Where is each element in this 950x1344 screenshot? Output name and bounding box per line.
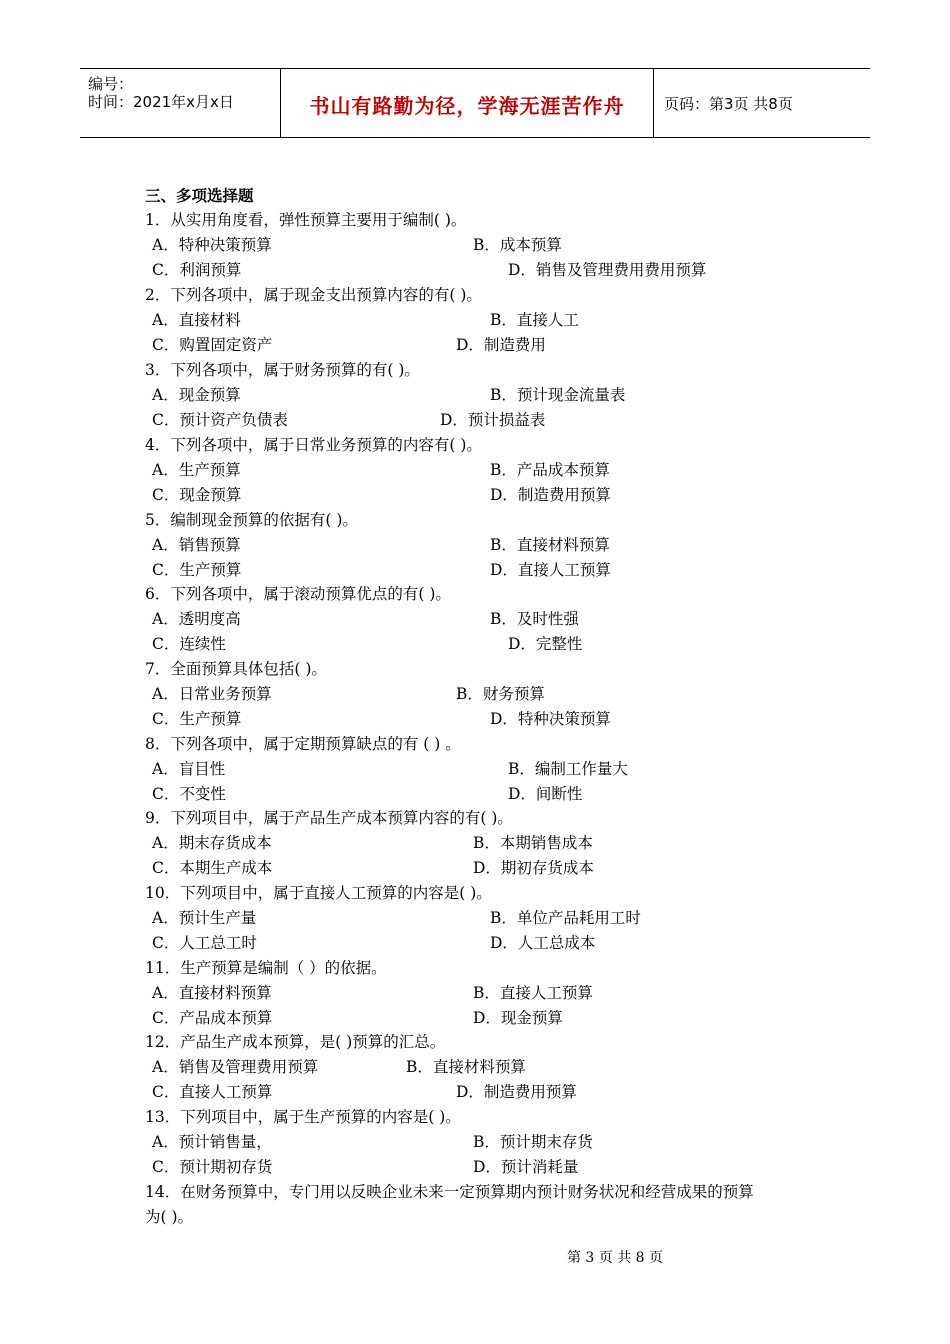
option-text: C．预计期初存货 — [152, 1158, 273, 1176]
option-text: A．预计生产量 — [152, 909, 257, 927]
option-text: D．预计消耗量 — [473, 1158, 579, 1176]
option-text: C．现金预算 — [152, 486, 242, 504]
option-text: C．生产预算 — [152, 561, 242, 579]
option-text: C．人工总工时 — [152, 934, 257, 952]
option-text: A．现金预算 — [152, 386, 241, 404]
page-indicator: 页码：第3页 共8页 — [664, 95, 793, 113]
question-text: 5．编制现金预算的依据有( )。 — [145, 511, 358, 529]
option-text: D．制造费用预算 — [490, 486, 611, 504]
option-text: B．直接材料预算 — [406, 1058, 526, 1076]
option-text: B．预计期末存货 — [473, 1133, 593, 1151]
section-title: 三、多项选择题 — [145, 186, 254, 205]
option-text: A．销售及管理费用预算 — [152, 1058, 319, 1076]
option-text: A．透明度高 — [152, 610, 241, 628]
option-text: D．预计损益表 — [440, 411, 546, 429]
option-text: B．产品成本预算 — [490, 461, 610, 479]
header-slogan: 书山有路勤为径，学海无涯苦作舟 — [309, 94, 625, 118]
option-text: C．直接人工预算 — [152, 1083, 273, 1101]
option-text: A．日常业务预算 — [152, 685, 272, 703]
option-text: B．成本预算 — [473, 236, 562, 254]
option-text: D．期初存货成本 — [473, 859, 594, 877]
option-text: B．本期销售成本 — [473, 834, 593, 852]
option-text: A．特种决策预算 — [152, 236, 272, 254]
question-text: 13．下列项目中，属于生产预算的内容是( )。 — [145, 1108, 461, 1126]
option-text: C．本期生产成本 — [152, 859, 273, 877]
question-text: 10．下列项目中，属于直接人工预算的内容是( )。 — [145, 884, 492, 902]
option-text: C．连续性 — [152, 635, 226, 653]
option-text: C．购置固定资产 — [152, 336, 273, 354]
question-text: 1．从实用角度看，弹性预算主要用于编制( )。 — [145, 211, 467, 229]
option-text: B．直接人工预算 — [473, 984, 593, 1002]
option-text: C．产品成本预算 — [152, 1009, 273, 1027]
page-footer: 第 3 页 共 8 页 — [566, 1250, 664, 1266]
option-text: B．直接人工 — [490, 311, 579, 329]
question-text: 7．全面预算具体包括( )。 — [145, 660, 327, 678]
question-text: 6．下列各项中，属于滚动预算优点的有( )。 — [145, 585, 451, 603]
option-text: D．销售及管理费用费用预算 — [508, 261, 707, 279]
option-text: D．间断性 — [508, 785, 583, 803]
option-text: D．制造费用预算 — [456, 1083, 577, 1101]
option-text: D．完整性 — [508, 635, 583, 653]
question-text: 12．产品生产成本预算，是( )预算的汇总。 — [145, 1033, 446, 1051]
question-text: 2．下列各项中，属于现金支出预算内容的有( )。 — [145, 286, 482, 304]
document-date-label: 时间：2021年x月x日 — [88, 93, 234, 111]
option-text: C．利润预算 — [152, 261, 242, 279]
option-text: A．预计销售量， — [152, 1133, 272, 1151]
question-text: 为( )。 — [145, 1208, 194, 1226]
question-text: 11．生产预算是编制（ ）的依据。 — [145, 959, 387, 977]
header-divider — [653, 69, 654, 137]
option-text: D．人工总成本 — [490, 934, 596, 952]
option-text: B．单位产品耗用工时 — [490, 909, 641, 927]
option-text: D．制造费用 — [456, 336, 546, 354]
option-text: A．盲目性 — [152, 760, 226, 778]
option-text: B．预计现金流量表 — [490, 386, 626, 404]
option-text: A．销售预算 — [152, 536, 241, 554]
question-text: 4．下列各项中，属于日常业务预算的内容有( )。 — [145, 436, 482, 454]
option-text: D．特种决策预算 — [490, 710, 611, 728]
document-number-label: 编号： — [88, 75, 134, 93]
option-text: C．预计资产负债表 — [152, 411, 288, 429]
question-text: 8．下列各项中，属于定期预算缺点的有 ( ) 。 — [145, 735, 461, 753]
option-text: C．生产预算 — [152, 710, 242, 728]
page-header — [80, 68, 870, 138]
option-text: D．直接人工预算 — [490, 561, 611, 579]
question-text: 14．在财务预算中，专门用以反映企业未来一定预算期内预计财务状况和经营成果的预算 — [145, 1183, 754, 1201]
option-text: A．直接材料预算 — [152, 984, 272, 1002]
option-text: B．直接材料预算 — [490, 536, 610, 554]
option-text: A．期末存货成本 — [152, 834, 272, 852]
option-text: C．不变性 — [152, 785, 226, 803]
question-text: 3．下列各项中，属于财务预算的有( )。 — [145, 361, 420, 379]
option-text: D．现金预算 — [473, 1009, 563, 1027]
option-text: B．及时性强 — [490, 610, 579, 628]
option-text: A．直接材料 — [152, 311, 241, 329]
option-text: B．编制工作量大 — [508, 760, 628, 778]
option-text: A．生产预算 — [152, 461, 241, 479]
question-text: 9．下列项目中，属于产品生产成本预算内容的有( )。 — [145, 809, 513, 827]
option-text: B．财务预算 — [456, 685, 545, 703]
